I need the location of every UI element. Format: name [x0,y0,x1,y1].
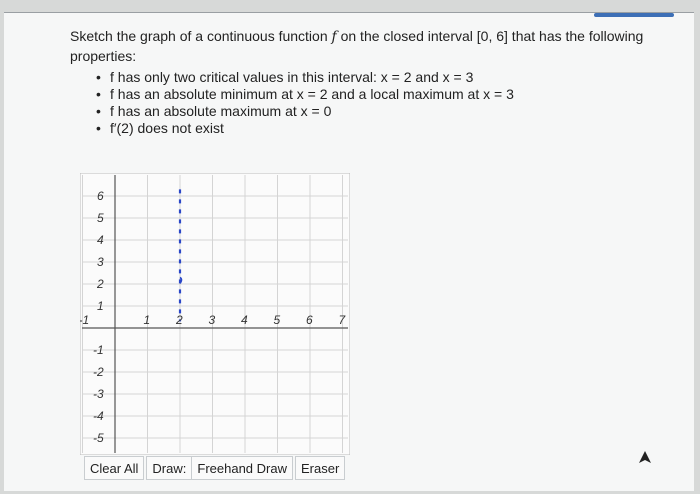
mouse-cursor-icon [638,450,652,466]
question-intro: Sketch the graph of a continuous function [70,28,328,44]
progress-indicator [594,13,674,17]
x-tick-label: 5 [273,313,281,327]
property-item: • f′(2) does not exist [96,120,514,137]
x-tick-label: 4 [241,313,248,327]
y-tick-label: 4 [97,233,104,247]
function-symbol: f [331,29,337,45]
x-tick-label: 6 [306,313,313,327]
graph-svg[interactable] [80,173,350,455]
x-tick-label: 1 [143,313,151,327]
y-tick-label: 5 [97,211,104,225]
y-tick-label: 1 [97,299,104,313]
question-text [70,27,670,66]
x-tick-label: 1 [82,313,90,327]
y-tick-label: 6 [97,189,104,203]
y-tick-label: -5 [93,431,104,445]
property-item: • f has only two critical values in this interval: x = 2 and x = 3 [96,69,514,86]
x-tick-label: 7 [338,313,346,327]
y-tick-label [93,453,104,455]
y-tick-label: -2 [93,365,104,379]
y-tick-label: -3 [93,387,104,401]
y-tick-label: 2 [97,277,104,291]
graph-canvas[interactable] [80,173,350,460]
question-rest: on the closed interval [0, 6] that has the following properties: [70,28,644,64]
clear-all-button[interactable]: Clear All [84,456,144,480]
eraser-button[interactable]: Eraser [295,456,345,480]
x-tick-label: 2 [176,313,183,327]
property-item: • f has an absolute maximum at x = 0 [96,103,514,120]
property-item: • f has an absolute minimum at x = 2 and a local maximum at x = 3 [96,86,514,103]
draw-label: Draw: [146,456,191,480]
y-tick-label: -1 [93,343,104,357]
y-tick-label: -4 [93,409,104,423]
y-tick-label: 3 [97,255,104,269]
drawing-toolbar [84,456,345,480]
properties-list [96,69,514,137]
x-tick-label: 3 [208,313,216,327]
freehand-draw-button[interactable]: Freehand Draw [191,456,293,480]
